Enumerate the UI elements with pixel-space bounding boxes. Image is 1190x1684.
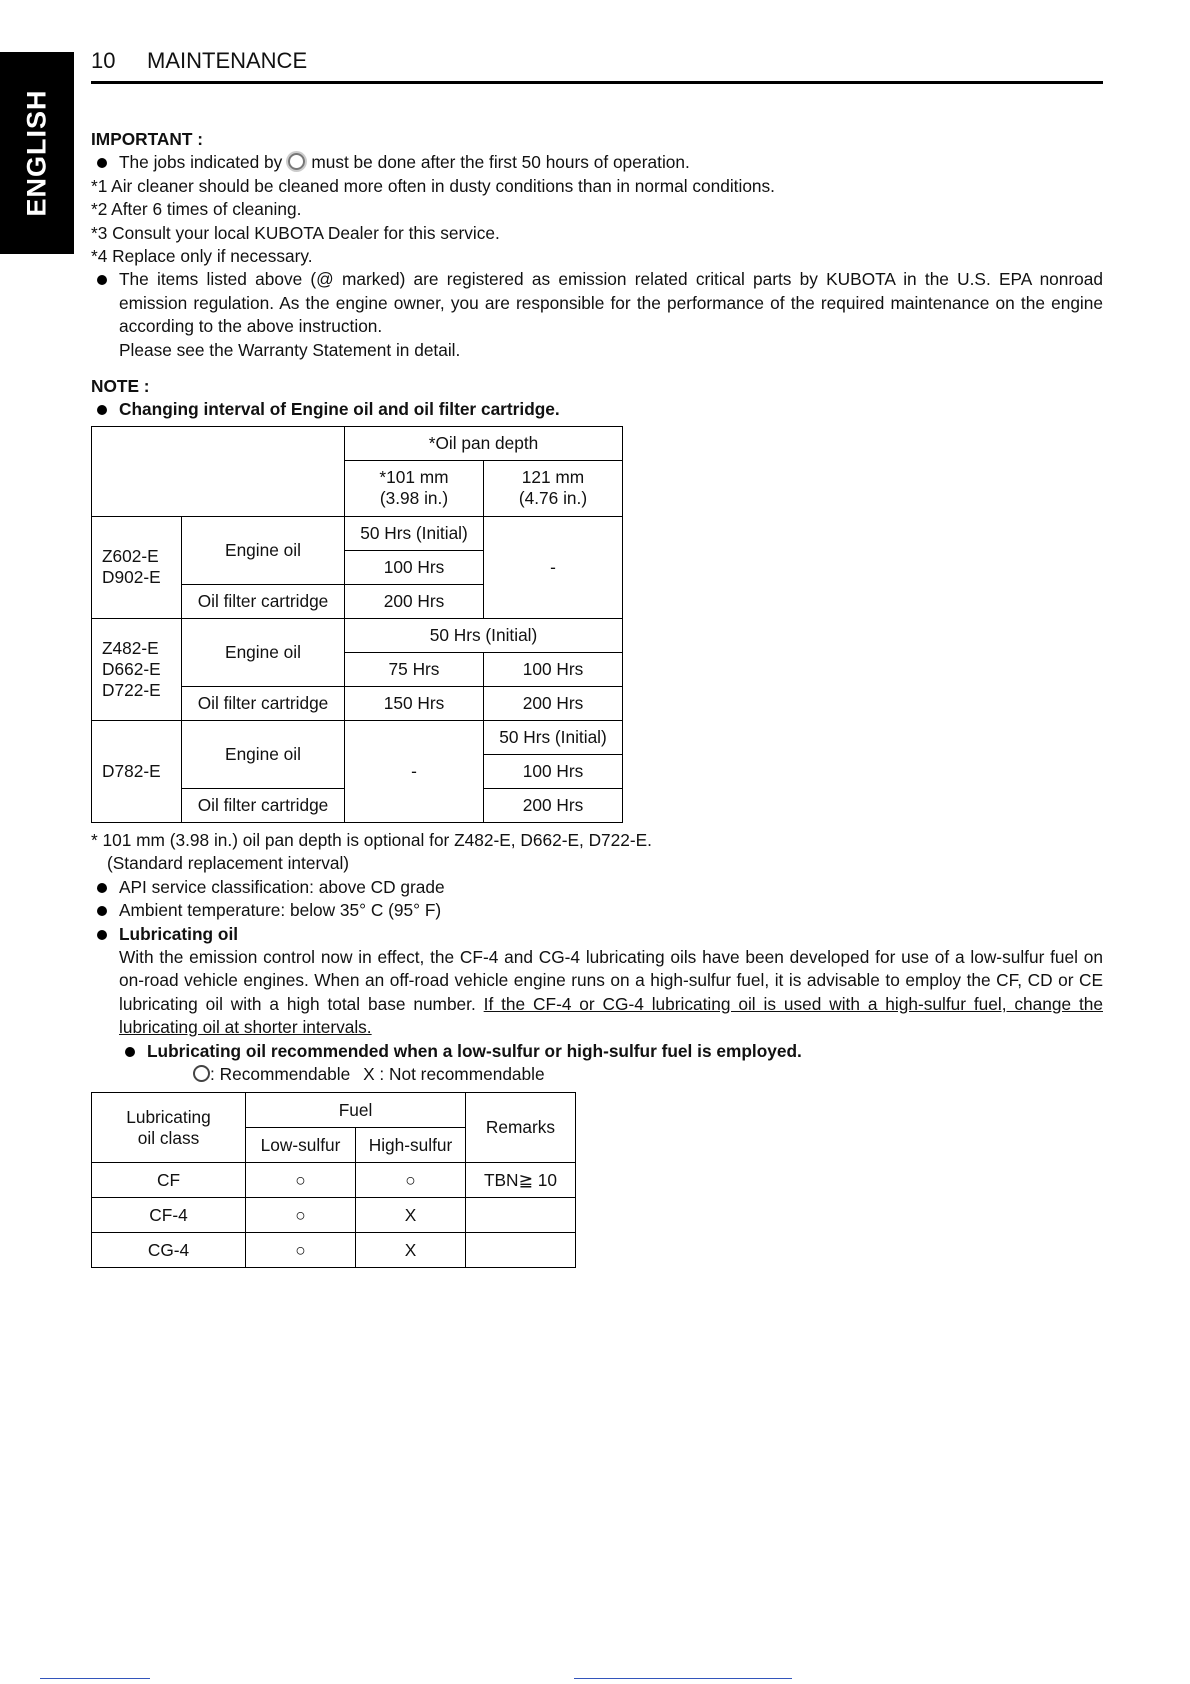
interval-cell: 100 Hrs [345,550,484,584]
depth-101-in: (3.98 in.) [379,488,449,509]
model-cell-group3: D782-E [92,720,182,822]
engine-oil-cell: Engine oil [182,516,345,584]
model-name: Z482-E [102,637,159,658]
interval-cell: 200 Hrs [484,686,623,720]
depth-121-in: (4.76 in.) [518,488,588,509]
recommended-oil-heading: Lubricating oil recommended when a low-sulfur or high-sulfur fuel is employed. [91,1040,1103,1063]
interval-cell: 100 Hrs [484,652,623,686]
remarks-cell [466,1198,576,1233]
important-note-4: *4 Replace only if necessary. [91,246,313,267]
depth-121-header [484,460,623,516]
engine-oil-cell: Engine oil [182,618,345,686]
high-sulfur-cell: X [356,1233,466,1268]
ambient-temperature: Ambient temperature: below 35° C (95° F) [91,899,1103,922]
warranty-line: Please see the Warranty Statement in detail. [119,339,461,360]
table-row [92,1233,576,1268]
oil-class-header-line: oil class [137,1127,200,1148]
low-sulfur-cell: ○ [246,1198,356,1233]
oil-class-cell: CF-4 [92,1198,246,1233]
interval-cell: 100 Hrs [484,754,623,788]
section-title: MAINTENANCE [147,48,308,73]
interval-cell: - [345,720,484,822]
table-row [92,426,623,460]
first-job-text-before: The jobs indicated by [119,152,283,173]
model-name: D662-E [102,658,161,679]
model-cell-group2 [92,618,182,720]
recommended-circle-icon [193,1065,210,1082]
footer-link-center[interactable] [574,1678,792,1679]
footer-link-left[interactable] [40,1678,150,1679]
fuel-header: Fuel [246,1093,466,1128]
note-heading: Changing interval of Engine oil and oil filter cartridge. [91,398,1103,421]
interval-cell: 50 Hrs (Initial) [345,618,623,652]
legend-not-recommended: X : Not recommendable [363,1063,545,1084]
optional-depth-footnote: * 101 mm (3.98 in.) oil pan depth is optional for Z482-E, D662-E, D722-E. [91,829,652,850]
high-sulfur-cell: ○ [356,1163,466,1198]
low-sulfur-cell: ○ [246,1163,356,1198]
model-name: Z602-E [102,546,159,567]
important-section [91,128,1103,362]
oil-pan-depth-header: *Oil pan depth [345,426,623,460]
interval-cell: 150 Hrs [345,686,484,720]
engine-oil-cell: Engine oil [182,720,345,788]
lubricating-oil-paragraph [91,946,1103,1040]
lubricating-oil-heading: Lubricating oil [91,923,1103,946]
low-sulfur-cell: ○ [246,1233,356,1268]
depth-101-header [345,460,484,516]
page-content [91,128,1103,1268]
remarks-cell: TBN≧ 10 [466,1163,576,1198]
blank-corner-cell [92,426,345,516]
first-50-hours-icon [288,153,305,170]
page-header [91,48,1103,84]
high-sulfur-header: High-sulfur [356,1128,466,1163]
language-tab [0,52,74,254]
lubricating-oil-table [91,1092,576,1268]
interval-cell: - [484,516,623,618]
table-row [92,516,623,550]
lubricating-oil-warning: If the CF-4 or CG-4 lubricating oil is used with a high-sulfur fuel, change the lubricating oil at shorter intervals. [119,993,1103,1038]
important-label: IMPORTANT : [91,129,203,149]
table-row [92,720,623,754]
model-name: D722-E [102,679,161,700]
oil-filter-cell: Oil filter cartridge [182,788,345,822]
important-note-2: *2 After 6 times of cleaning. [91,199,302,220]
page-number: 10 [91,48,116,73]
oil-class-header-line: Lubricating [126,1106,211,1127]
oil-class-cell: CF [92,1163,246,1198]
api-classification: API service classification: above CD grade [91,876,1103,899]
remarks-cell [466,1233,576,1268]
important-first-job [91,151,1103,174]
important-note-1: *1 Air cleaner should be cleaned more often in dusty conditions than in normal conditions. [91,175,775,196]
emission-paragraph: The items listed above (@ marked) are registered as emission related critical parts by KUBOTA in the U.S. EPA nonroad emission regulation. As the engine owner, you are responsible for the performance of the required maintenance on the engine according to the above instruction. [91,268,1103,338]
interval-cell: 200 Hrs [345,584,484,618]
oil-filter-cell: Oil filter cartridge [182,686,345,720]
legend-recommended: : Recommendable [210,1063,351,1084]
depth-101-mm: *101 mm [379,467,449,488]
interval-cell: 75 Hrs [345,652,484,686]
model-cell-group1 [92,516,182,618]
lubricating-oil-text: With the emission control now in effect, the CF-4 and CG-4 lubricating oils have been developed for use of a low-sulfur fuel on on-road vehicle engines. When an off-road vehicle engine runs on a high-sulfur fuel, it is advisable to employ the CF, CD or CE lubricating oil with a high total base number. [119,946,1103,1014]
table-row [92,618,623,652]
oil-class-header [92,1093,246,1163]
interval-cell: 50 Hrs (Initial) [484,720,623,754]
interval-cell: 200 Hrs [484,788,623,822]
oil-filter-cell: Oil filter cartridge [182,584,345,618]
important-note-3: *3 Consult your local KUBOTA Dealer for this service. [91,222,500,243]
table-row [92,1163,576,1198]
oil-class-cell: CG-4 [92,1233,246,1268]
language-tab-label: ENGLISH [21,89,52,217]
note-label: NOTE : [91,376,150,397]
table-row [92,1093,576,1128]
table-row [92,1198,576,1233]
oil-change-interval-table [91,426,623,823]
remarks-header: Remarks [466,1093,576,1163]
first-job-text-after: must be done after the first 50 hours of operation. [311,152,690,173]
low-sulfur-header: Low-sulfur [246,1128,356,1163]
model-name: D902-E [102,567,161,588]
legend-line [91,1063,1103,1086]
interval-cell: 50 Hrs (Initial) [345,516,484,550]
standard-interval-note: (Standard replacement interval) [107,853,350,874]
depth-121-mm: 121 mm [521,467,585,488]
high-sulfur-cell: X [356,1198,466,1233]
